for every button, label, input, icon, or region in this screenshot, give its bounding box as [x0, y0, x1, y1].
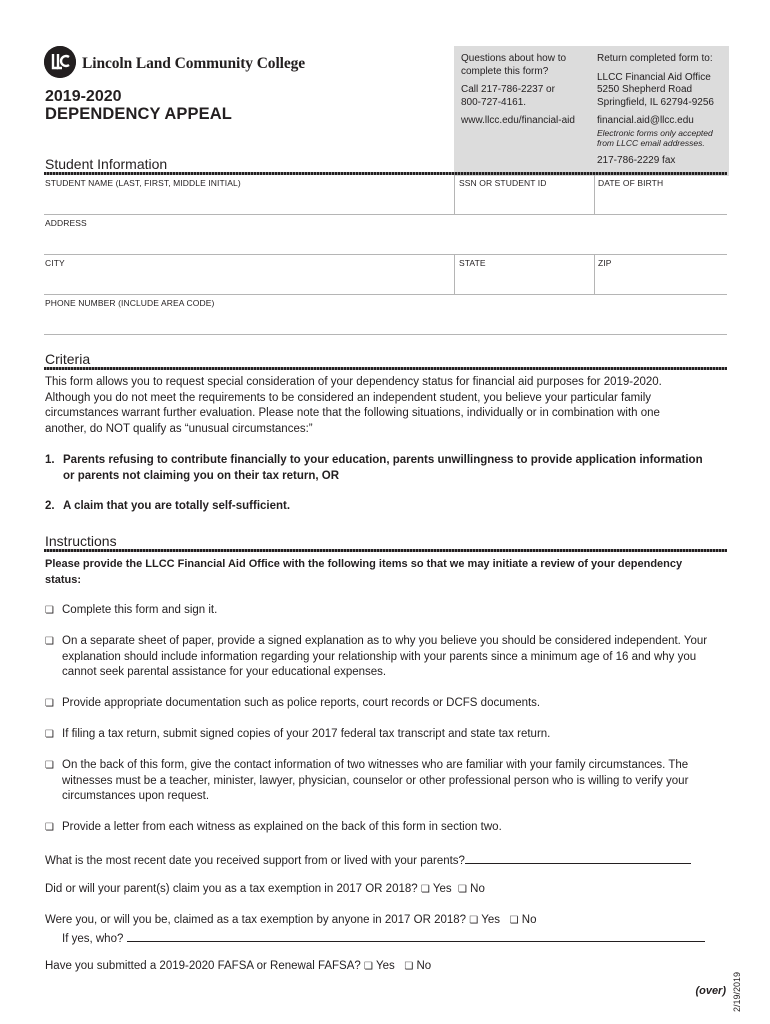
checkbox-icon[interactable]: ❏ [404, 961, 414, 972]
dob-field[interactable] [595, 188, 727, 212]
checkbox-icon[interactable]: ❏ [45, 636, 54, 647]
question-fafsa: Have you submitted a 2019-2020 FAFSA or Renewal FAFSA? ❏ Yes ❏ No [45, 960, 432, 972]
checkbox-icon[interactable]: ❏ [457, 884, 467, 895]
address-field[interactable] [44, 228, 727, 252]
fax-number: 217-786-2229 fax [597, 154, 676, 166]
checkbox-icon[interactable]: ❏ [45, 698, 54, 709]
questions-column [461, 53, 586, 128]
criteria-intro: This form allows you to request special consideration of your dependency status for financial aid purposes for 2019-2020. Although you do not meet the requirements to be considered an independent student, you believe your particular family circumstances warrant further evaluation. Please note that the following situations, individually or in combination with one another, do NOT qualify as “unusual circumstances:” [45, 376, 662, 435]
section-divider [44, 367, 727, 370]
form-year: 2019-2020 [45, 88, 122, 105]
email-note: Electronic forms only accepted from LLCC email addresses. [597, 127, 713, 148]
student-name-label: STUDENT NAME (LAST, FIRST, MIDDLE INITIAL) [45, 178, 241, 188]
question-support-date: What is the most recent date you received support from or lived with your parents? [45, 851, 691, 870]
grid-divider [594, 175, 595, 214]
instruction-item: ❏ On a separate sheet of paper, provide a signed explanation as to why you believe you should be considered independent. Your explanation should include information regarding your relationship with your parents since a minimum age of 16 and why you cannot seek parental assistance for your educational expenses. [45, 635, 708, 678]
phone-label: PHONE NUMBER (INCLUDE AREA CODE) [45, 298, 215, 308]
grid-divider [454, 254, 455, 294]
instructions-lead: Please provide the LLCC Financial Aid Office with the following items so that we may initiate a review of your dependency status: [45, 558, 683, 586]
address-label: ADDRESS [45, 218, 87, 228]
student-name-field[interactable] [44, 188, 453, 212]
zip-label: ZIP [598, 258, 612, 268]
student-info-heading: Student Information [45, 156, 168, 172]
instruction-item: ❏ Provide a letter from each witness as explained on the back of this form in section two. [45, 820, 725, 836]
grid-rule [44, 214, 727, 215]
grid-divider [454, 175, 455, 214]
checkbox-icon[interactable]: ❏ [469, 915, 479, 926]
criteria-heading: Criteria [45, 351, 91, 367]
instruction-item: ❏ Complete this form and sign it. [45, 603, 725, 619]
checkbox-icon[interactable]: ❏ [509, 915, 519, 926]
office-address: LLCC Financial Aid Office 5250 Shepherd Road Springfield, IL 62794-9256 [597, 71, 714, 108]
state-label: STATE [459, 258, 486, 268]
email-link[interactable]: financial.aid@llcc.edu [597, 115, 694, 126]
form-title: DEPENDENCY APPEAL [45, 105, 232, 123]
city-label: CITY [45, 258, 65, 268]
claimant-field[interactable] [127, 929, 705, 942]
section-divider [44, 549, 727, 552]
zip-field[interactable] [595, 268, 727, 292]
checkbox-icon[interactable]: ❏ [45, 760, 54, 771]
questions-text: Questions about how to complete this form? [461, 53, 567, 77]
instructions-heading: Instructions [45, 533, 117, 549]
return-heading: Return completed form to: [597, 53, 713, 64]
state-field[interactable] [455, 268, 593, 292]
phone-field[interactable] [44, 308, 727, 332]
question-parent-exemption: Did or will your parent(s) claim you as a tax exemption in 2017 OR 2018? ❏ Yes ❏ No [45, 883, 485, 895]
checkbox-icon[interactable]: ❏ [45, 822, 54, 833]
ssn-label: SSN OR STUDENT ID [459, 178, 547, 188]
instruction-item: ❏ If filing a tax return, submit signed copies of your 2017 federal tax transcript and state tax return. [45, 727, 725, 743]
over-note: (over) [695, 985, 726, 997]
contact-box [454, 46, 729, 176]
revision-date: 2/19/2019 [732, 971, 742, 1012]
checkbox-icon[interactable]: ❏ [420, 884, 430, 895]
checkbox-icon[interactable]: ❏ [364, 961, 373, 972]
criteria-item-1: 1. Parents refusing to contribute financially to your education, parents unwillingness to provide application information or parents not claiming you on their tax return, OR [45, 454, 703, 482]
website-link[interactable]: www.llcc.edu/financial-aid [461, 115, 575, 126]
support-date-field[interactable] [465, 851, 691, 864]
college-logo [44, 46, 76, 78]
city-field[interactable] [44, 268, 453, 292]
question-if-yes-who: If yes, who? [62, 929, 705, 948]
instruction-item: ❏ On the back of this form, give the contact information of two witnesses who are familiar with your family circumstances. The witnesses must be a teacher, minister, lawyer, physician, counselor or other professional person who is willing to verify your circumstances upon request. [45, 759, 689, 802]
college-name: Lincoln Land Community College [82, 55, 306, 72]
phone-text: Call 217-786-2237 or 800-727-4161. [461, 84, 555, 108]
grid-rule [44, 254, 727, 255]
grid-divider [594, 254, 595, 294]
grid-rule [44, 334, 727, 335]
checkbox-icon[interactable]: ❏ [45, 729, 54, 740]
checkbox-icon[interactable]: ❏ [45, 605, 54, 616]
section-divider [44, 172, 727, 175]
dob-label: DATE OF BIRTH [598, 178, 664, 188]
return-column [597, 53, 727, 167]
question-anyone-exemption: Were you, or will you be, claimed as a tax exemption by anyone in 2017 OR 2018? ❏ Yes ❏ No [45, 914, 537, 926]
grid-rule [44, 294, 727, 295]
instruction-item: ❏ Provide appropriate documentation such as police reports, court records or DCFS documents. [45, 696, 725, 712]
criteria-item-2: 2. A claim that you are totally self-sufficient. [45, 500, 291, 512]
ssn-field[interactable] [455, 188, 593, 212]
